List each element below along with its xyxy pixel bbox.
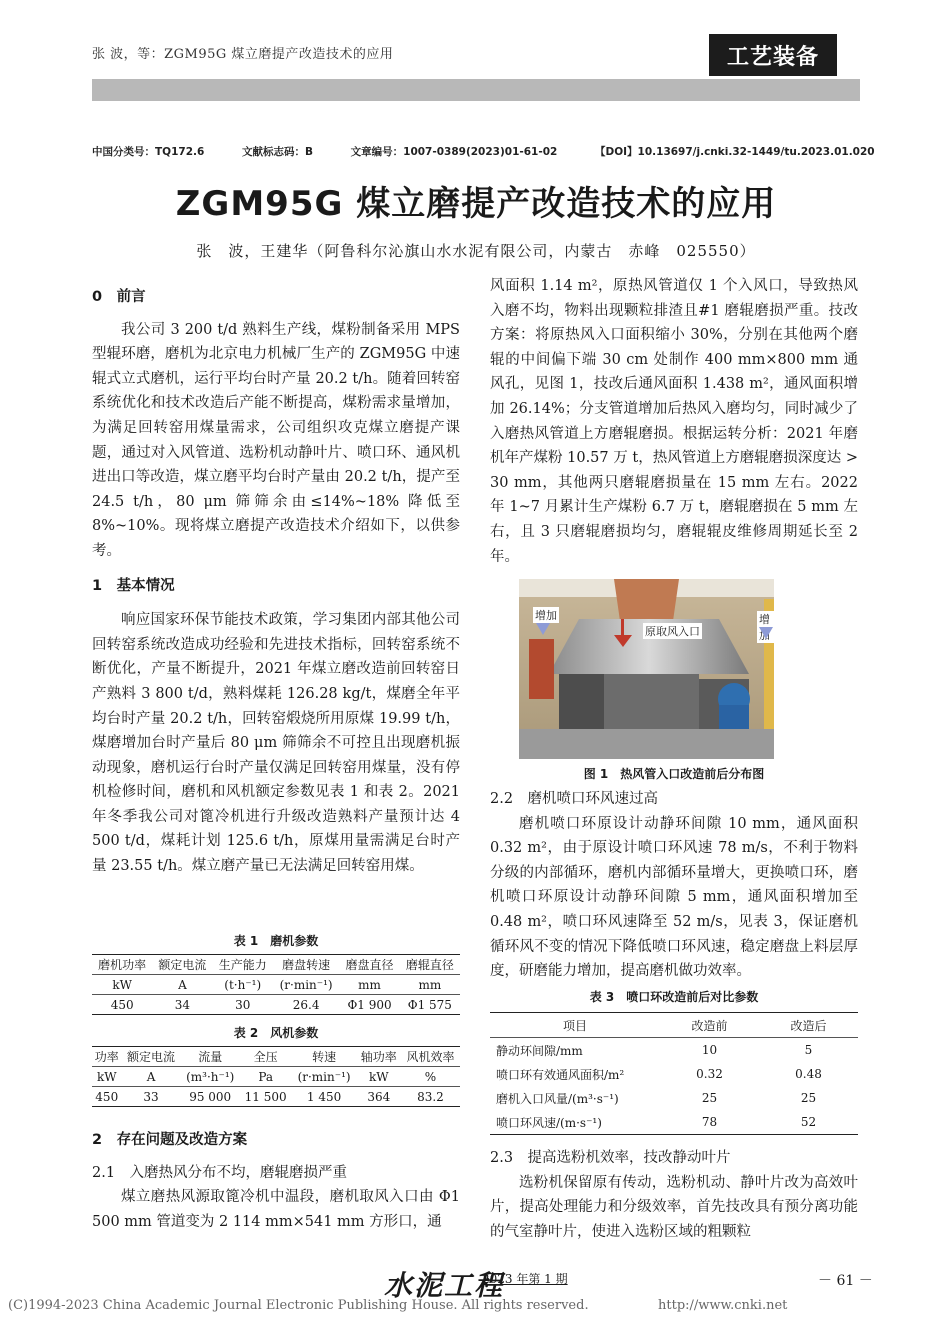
table-cell: 改造前 bbox=[691, 1018, 728, 1033]
cnki-link[interactable]: http://www.cnki.net bbox=[658, 1298, 788, 1313]
table-cell: 83.2 bbox=[417, 1089, 444, 1104]
table-cell: 30 bbox=[235, 997, 251, 1012]
table-header-row bbox=[490, 1013, 858, 1038]
table-cell: 450 bbox=[110, 997, 134, 1012]
right-column-bottom bbox=[490, 1146, 858, 1244]
table-cell: A bbox=[146, 1069, 156, 1084]
table-cell: 34 bbox=[174, 997, 191, 1012]
section-heading: 0 前言 bbox=[92, 289, 146, 305]
table-cell: 喷口环风速/(m·s⁻¹) bbox=[496, 1115, 602, 1130]
running-title: 张 波，等：ZGM95G 煤立磨提产改造技术的应用 bbox=[92, 47, 394, 62]
clc-code: 中国分类号：TQ172.6 bbox=[92, 146, 205, 158]
table-cell: 5 bbox=[804, 1043, 813, 1057]
table-cell: 0.32 bbox=[696, 1067, 723, 1081]
issue-label: 2023 年第 1 期 bbox=[482, 1272, 568, 1286]
table-cell: 11 500 bbox=[244, 1089, 287, 1104]
table-row bbox=[490, 1086, 858, 1110]
table-cell: 26.4 bbox=[292, 997, 320, 1012]
left-column-bottom bbox=[92, 1128, 460, 1234]
table-cell: 450 bbox=[95, 1089, 119, 1104]
doi: 【DOI】10.13697/j.cnki.32-1449/tu.2023.01.020 bbox=[594, 146, 875, 158]
subsection-heading: 2.3 提高选粉机效率，技改静动叶片 bbox=[490, 1150, 731, 1166]
article-meta bbox=[92, 144, 875, 159]
table-cell: 改造后 bbox=[790, 1018, 827, 1033]
figure-caption: 图 1 热风管入口改造前后分布图 bbox=[583, 767, 765, 781]
table-cell: 全压 bbox=[253, 1050, 278, 1064]
table-row bbox=[490, 1038, 858, 1063]
table-cell: 功率 bbox=[94, 1050, 119, 1064]
table-cell: 生产能力 bbox=[218, 958, 267, 972]
table-row bbox=[92, 995, 460, 1015]
left-column bbox=[92, 285, 460, 879]
table-header-row bbox=[92, 955, 460, 975]
table-cell: 磨盘直径 bbox=[345, 958, 394, 972]
section-heading: 2 存在问题及改造方案 bbox=[92, 1132, 248, 1148]
table-cell: 喷口环有效通风面积/m² bbox=[496, 1067, 625, 1082]
table3 bbox=[490, 1012, 858, 1135]
subsection-heading: 2.2 磨机喷口环风速过高 bbox=[490, 791, 659, 807]
table-cell: 转速 bbox=[312, 1050, 337, 1064]
section-tag: 工艺装备 bbox=[709, 34, 837, 76]
authors: 张 波，王建华（阿鲁科尔沁旗山水水泥有限公司，内蒙古 赤峰 025550） bbox=[196, 242, 756, 260]
table-cell: Pa bbox=[258, 1069, 274, 1084]
table-cell: 95 000 bbox=[189, 1089, 232, 1104]
table-cell: 0.48 bbox=[795, 1067, 822, 1081]
table-cell: (r·min⁻¹) bbox=[279, 977, 333, 992]
table-cell: 10 bbox=[701, 1043, 718, 1057]
table2-caption: 表 2 风机参数 bbox=[233, 1026, 319, 1040]
table-cell: 流量 bbox=[198, 1050, 223, 1064]
table-cell: kW bbox=[368, 1069, 389, 1084]
table2 bbox=[92, 1046, 460, 1107]
table-cell: Φ1 575 bbox=[407, 997, 452, 1012]
section-heading: 1 基本情况 bbox=[92, 577, 175, 594]
table-cell: 静动环间隙/mm bbox=[496, 1043, 583, 1058]
table-cell: Φ1 900 bbox=[347, 997, 392, 1012]
table-cell: A bbox=[178, 977, 187, 992]
table-row bbox=[490, 1110, 858, 1135]
copyright-line bbox=[8, 1298, 788, 1313]
figure-photo bbox=[519, 579, 774, 759]
fig-label-added-right: 增加 bbox=[757, 611, 774, 643]
table-cell: 磨机入口风量/(m³·s⁻¹) bbox=[496, 1091, 619, 1106]
table-cell: 364 bbox=[367, 1089, 391, 1104]
subsection-heading: 2.1 入磨热风分布不均，磨辊磨损严重 bbox=[92, 1164, 348, 1181]
table-cell: 项目 bbox=[562, 1018, 587, 1033]
table-cell: 78 bbox=[701, 1115, 718, 1129]
arrow-down-icon bbox=[536, 623, 550, 635]
right-column-top bbox=[490, 274, 858, 569]
table-cell: 33 bbox=[143, 1089, 159, 1104]
fig-label-added-left: 增加 bbox=[535, 609, 557, 622]
paper-title: ZGM95G 煤立磨提产改造技术的应用 bbox=[175, 184, 777, 224]
arrow-down-icon bbox=[759, 627, 773, 639]
table-cell: 磨盘转速 bbox=[282, 958, 331, 972]
paragraph: 磨机喷口环原设计动静环间隙 10 mm，通风面积 0.32 m²，由于原设计喷口环风速 78 m/s，不利于物料分级的内部循环，磨机内部循环量增大，更换喷口环，磨机喷口环原设计动静环间隙 5 mm，通风面积增加至 0.48 m²，喷口环风速降至 52 m/s，见表 3，保证磨机循环风不变的情况下降低喷口环风速，稳定磨盘上料层厚度，研磨能力增加，提高磨机做功效率。 bbox=[490, 815, 858, 980]
table-cell: (t·h⁻¹) bbox=[224, 977, 262, 992]
table-cell: % bbox=[424, 1069, 437, 1084]
table-cell: 额定电流 bbox=[158, 958, 207, 972]
table-cell: (r·min⁻¹) bbox=[297, 1069, 351, 1084]
header-bar bbox=[92, 79, 860, 101]
table-unit-row bbox=[92, 1067, 460, 1087]
figure-hot-air-inlet bbox=[519, 579, 774, 759]
journal-logo: 水泥工程 bbox=[384, 1269, 505, 1302]
table-row bbox=[92, 1087, 460, 1107]
table-cell: kW bbox=[96, 1069, 117, 1084]
table-cell: mm bbox=[418, 977, 442, 992]
table-cell: 磨机功率 bbox=[98, 958, 147, 972]
table-unit-row bbox=[92, 975, 460, 995]
table-row bbox=[490, 1062, 858, 1086]
fig-label-original-inlet: 原取风入口 bbox=[645, 625, 700, 638]
paragraph: 我公司 3 200 t/d 熟料生产线，煤粉制备采用 MPS 型辊环磨，磨机为北京电力机械厂生产的 ZGM95G 中速辊式立式磨机，运行平均台时产量 20.2 t/h。随着回转窑系统优化和技术改造后产能不断提高，煤粉需求量增加，为满足回转窑用煤量需求，公司组织攻克煤立磨提产课题，通过对入风管道、选粉机动静叶片、喷口环、通风机进出口等改造，煤立磨平均台时产量由 20.2 t/h，提产至 24.5 t/h，80 μm 筛筛余由≤14%~18% 降低至 8%~10%。现将煤立磨提产改造技术介绍如下，以供参考。 bbox=[92, 321, 460, 559]
table-cell: kW bbox=[112, 977, 132, 992]
table-cell: mm bbox=[358, 977, 381, 992]
table1-caption: 表 1 磨机参数 bbox=[233, 934, 319, 948]
copyright-text: (C)1994-2023 China Academic Journal Electronic Publishing House. All rights reserved. bbox=[8, 1298, 589, 1313]
document-code: 文献标志码：B bbox=[241, 146, 313, 158]
paragraph: 选粉机保留原有传动，选粉机动、静叶片改为高效叶片，提高处理能力和分级效率，首先技改具有预分离功能的气室静叶片，使进入选粉区域的粗颗粒 bbox=[490, 1174, 858, 1240]
paragraph: 煤立磨热风源取篦冷机中温段，磨机取风入口由 Φ1 500 mm 管道变为 2 114 mm×541 mm 方形口，通 bbox=[92, 1189, 460, 1230]
page-number: － 61 － bbox=[818, 1273, 873, 1289]
table-cell: 25 bbox=[800, 1091, 817, 1105]
table-header-row bbox=[92, 1047, 460, 1067]
table-cell: 25 bbox=[701, 1091, 718, 1105]
arrow-down-icon bbox=[614, 635, 632, 647]
table1 bbox=[92, 954, 460, 1015]
table-cell: (m³·h⁻¹) bbox=[186, 1069, 235, 1084]
table-cell: 轴功率 bbox=[360, 1050, 397, 1064]
right-column-mid bbox=[490, 787, 858, 984]
article-number: 文章编号：1007-0389(2023)01-61-02 bbox=[350, 146, 558, 158]
table-cell: 52 bbox=[800, 1115, 817, 1129]
table3-caption: 表 3 喷口环改造前后对比参数 bbox=[589, 990, 759, 1004]
table-cell: 风机效率 bbox=[406, 1050, 455, 1064]
paragraph: 风面积 1.14 m²，原热风管道仅 1 个入风口，导致热风入磨不均，物料出现颗粒排渣且#1 磨辊磨损严重。技改方案：将原热风入口面积缩小 30%，分别在其他两个磨辊的中间偏下端 30 cm 处制作 400 mm×800 mm 通风孔，见图 1，技改后通风面积 1.438 m²，通风面积增加 26.14%；分支管道增加后热风入磨均匀，同时减少了入磨热风管道上方磨辊磨损。根据运转分析：2021 年磨机年产煤粉 10.57 万 t，热风管道上方磨辊磨损深度达 > 30 mm，其他两只磨辊磨损量在 15 mm 左右。2022 年 1~7 月累计生产煤粉 6.7 万 t，磨辊磨损在 5 mm 左右，且 3 只磨辊磨损均匀，磨辊辊皮维修周期延长至 2 年。 bbox=[490, 278, 858, 565]
table-cell: 磨辊直径 bbox=[405, 958, 454, 972]
table-cell: 1 450 bbox=[306, 1089, 342, 1104]
table-cell: 额定电流 bbox=[127, 1050, 176, 1064]
paragraph: 响应国家环保节能技术政策，学习集团内部其他公司回转窑系统改造成功经验和先进技术指标，回转窑系统不断优化，产量不断提升，2021 年煤立磨改造前回转窑日产熟料 3 800 t/d，熟料煤耗 126.28 kg/t，煤磨全年平均台时产量 20.2 t/h，回转窑煅烧所用原煤 19.99 t/h，煤磨增加台时产量后 80 μm 筛筛余不可控且出现磨机振动现象，磨机运行台时产量仅满足回转窑用煤量，没有停机检修时间，磨机和风机额定参数见表 1 和表 2。2021 年冬季我公司对篦冷机进行升级改造熟料产量预计达 4 500 t/d，煤耗计划 125.6 t/h，原煤用量需满足台时产量 23.55 t/h。煤立磨产量已无法满足回转窑用煤。 bbox=[92, 612, 460, 875]
